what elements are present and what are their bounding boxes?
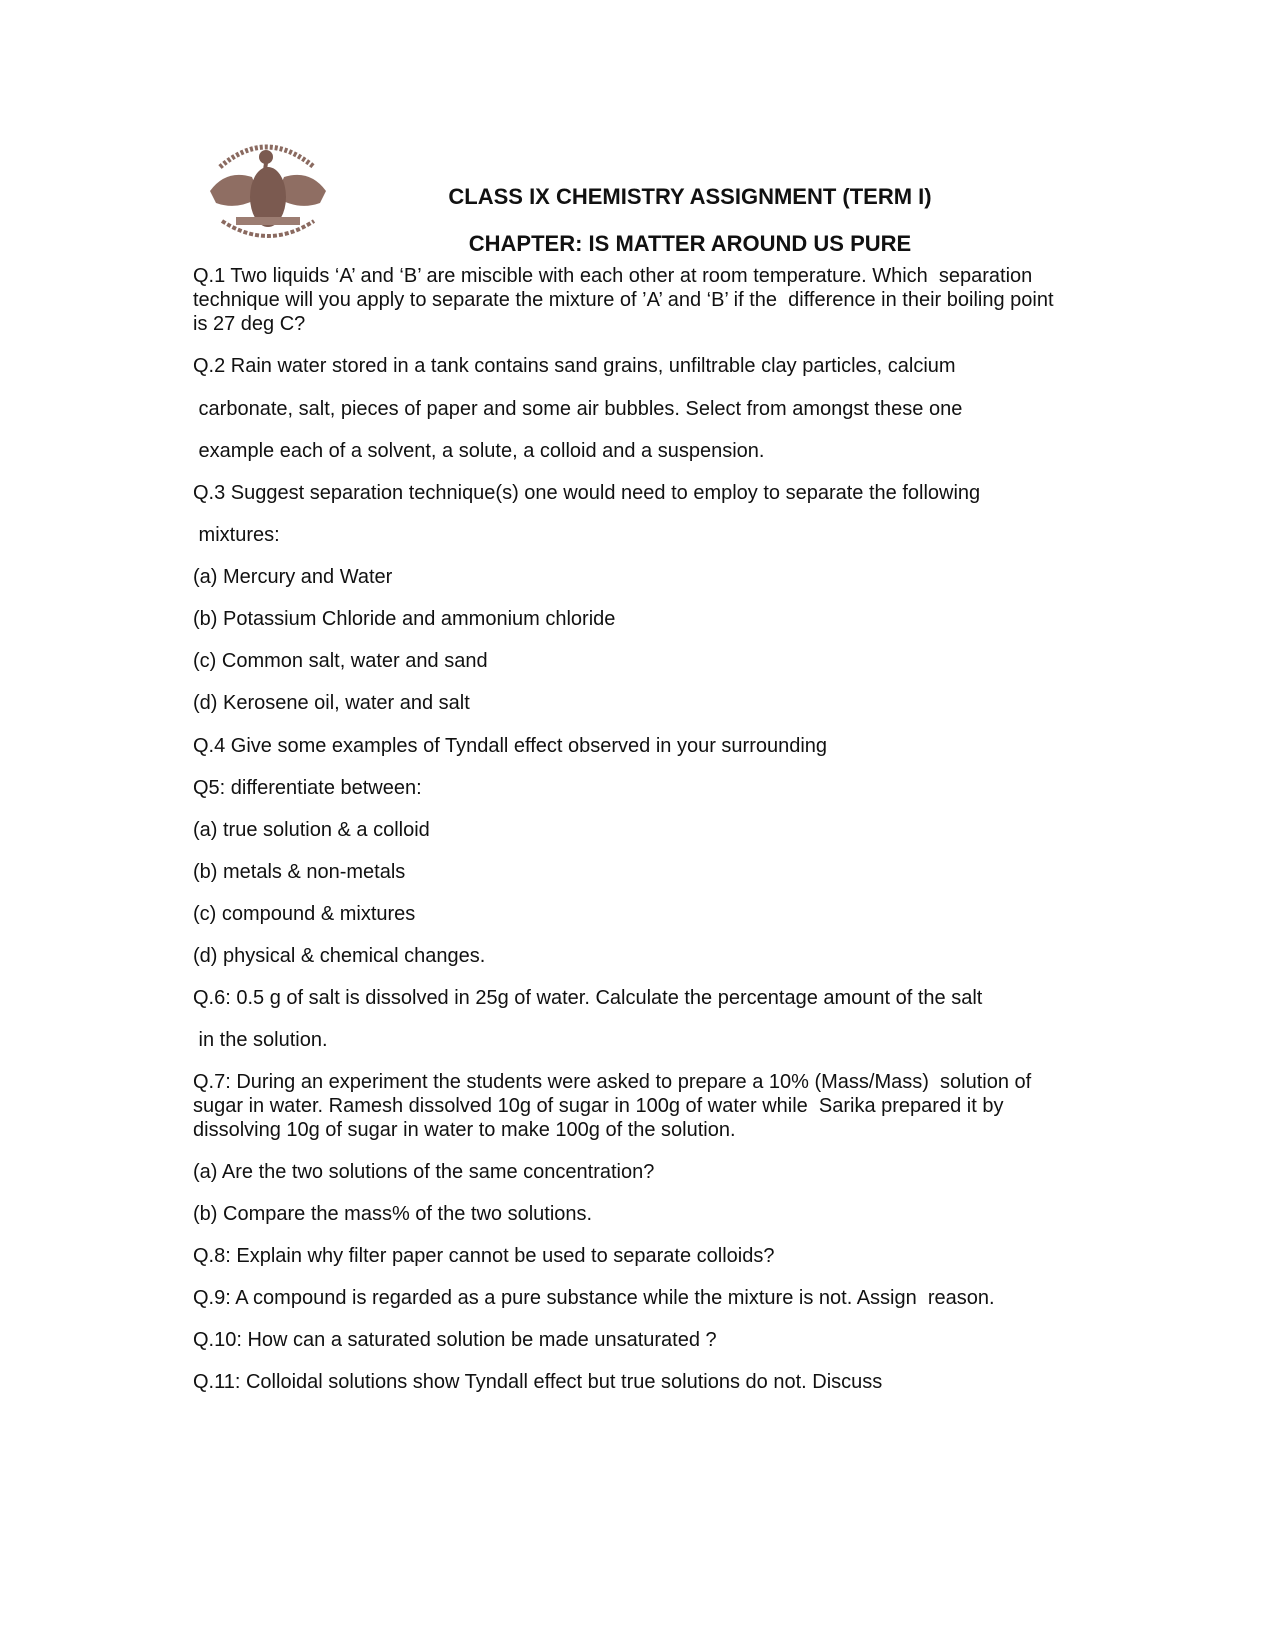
question-text-line: dissolving 10g of sugar in water to make 100g of the solution.: [193, 1119, 736, 1141]
option-text-line: (d) physical & chemical changes.: [193, 945, 486, 967]
question-text-line: Q5: differentiate between:: [193, 777, 422, 799]
chapter-title: CHAPTER: IS MATTER AROUND US PURE: [468, 231, 912, 256]
question-text-line: Q.3 Suggest separation technique(s) one would need to employ to separate the following: [193, 482, 981, 504]
question-text-line: sugar in water. Ramesh dissolved 10g of sugar in 100g of water while Sarika prepared it by: [193, 1095, 1004, 1117]
question-text-line: Q.9: A compound is regarded as a pure substance while the mixture is not. Assign reason.: [193, 1287, 995, 1309]
question-text-line: Q.4 Give some examples of Tyndall effect observed in your surrounding: [193, 735, 828, 757]
question-text-line: mixtures:: [193, 524, 280, 546]
question-text-line: is 27 deg C?: [193, 313, 306, 335]
assignment-title: CLASS IX CHEMISTRY ASSIGNMENT (TERM I): [448, 184, 932, 209]
question-text-line: carbonate, salt, pieces of paper and some air bubbles. Select from amongst these one: [193, 398, 963, 420]
question-text-line: Q.1 Two liquids ‘A’ and ‘B’ are miscible with each other at room temperature. Which separation: [193, 265, 1033, 287]
option-text-line: (a) true solution & a colloid: [193, 819, 430, 841]
question-text-line: Q.8: Explain why filter paper cannot be used to separate colloids?: [193, 1245, 775, 1267]
option-text-line: (a) Mercury and Water: [193, 566, 393, 588]
option-text-line: (a) Are the two solutions of the same concentration?: [193, 1161, 655, 1183]
option-text-line: (b) metals & non-metals: [193, 861, 406, 883]
option-text-line: (d) Kerosene oil, water and salt: [193, 692, 470, 714]
question-text-line: Q.6: 0.5 g of salt is dissolved in 25g of water. Calculate the percentage amount of the salt: [193, 987, 983, 1009]
question-text-line: example each of a solvent, a solute, a colloid and a suspension.: [193, 440, 765, 462]
question-text-line: Q.11: Colloidal solutions show Tyndall effect but true solutions do not. Discuss: [193, 1371, 883, 1393]
question-text-line: Q.2 Rain water stored in a tank contains sand grains, unfiltrable clay particles, calcium: [193, 355, 956, 377]
option-text-line: (c) compound & mixtures: [193, 903, 416, 925]
option-text-line: (c) Common salt, water and sand: [193, 650, 488, 672]
question-text-line: technique will you apply to separate the mixture of ’A’ and ‘B’ if the difference in their boiling point: [193, 289, 1054, 311]
question-text-line: Q.7: During an experiment the students were asked to prepare a 10% (Mass/Mass) solution of: [193, 1071, 1032, 1093]
question-text-line: in the solution.: [193, 1029, 328, 1051]
option-text-line: (b) Compare the mass% of the two solutions.: [193, 1203, 593, 1225]
option-text-line: (b) Potassium Chloride and ammonium chloride: [193, 608, 616, 630]
question-text-line: Q.10: How can a saturated solution be made unsaturated ?: [193, 1329, 717, 1351]
